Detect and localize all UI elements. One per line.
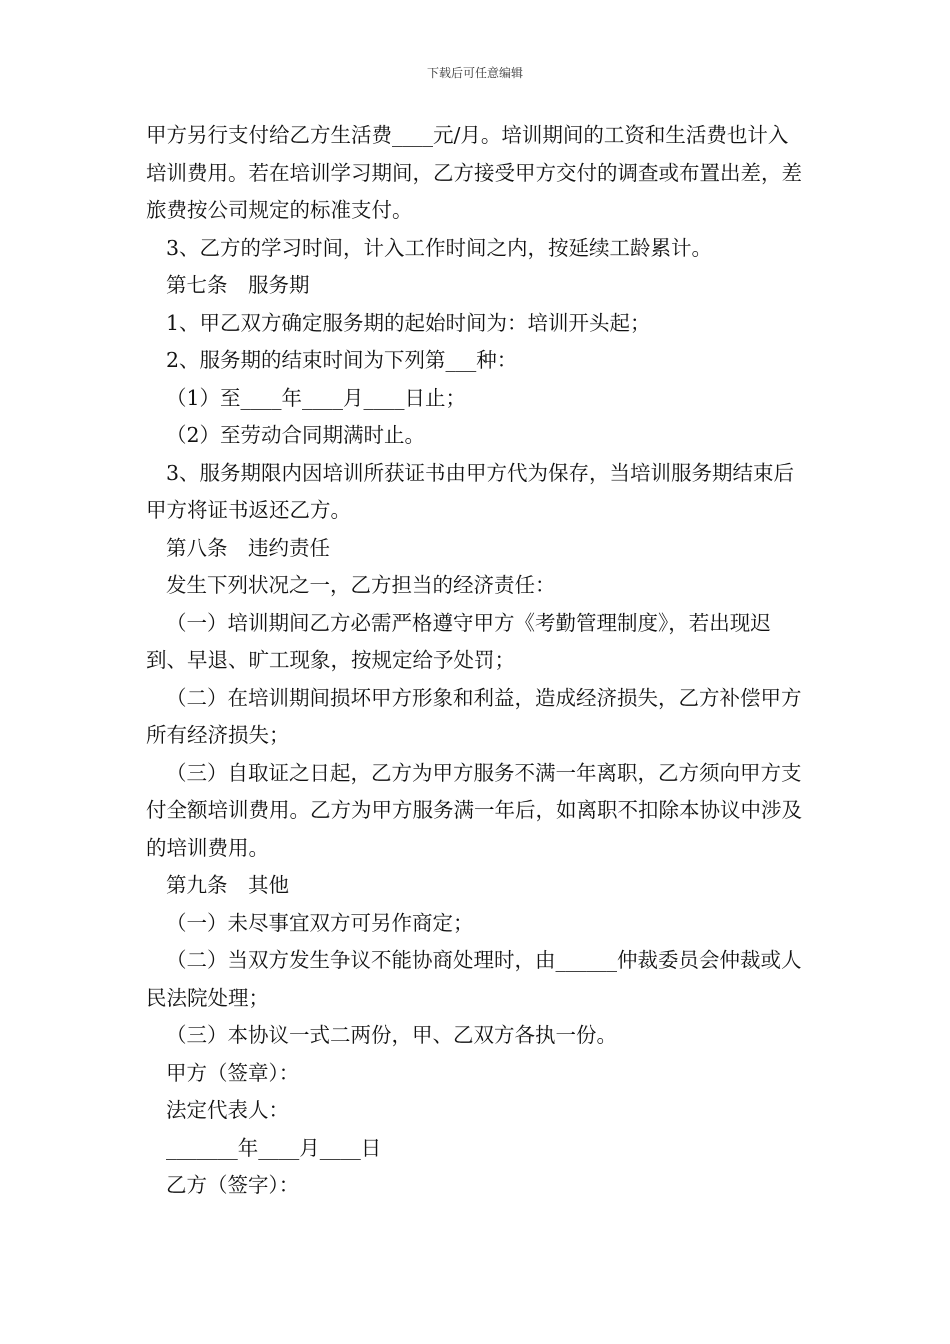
paragraph: 甲方另行支付给乙方生活费____元/月。培训期间的工资和生活费也计入培训费用。若在培训学习期间，乙方接受甲方交付的调查或布置出差，差旅费按公司规定的标准支付。 [146, 123, 802, 222]
paragraph: （一）未尽事宜双方可另作商定； [166, 910, 474, 935]
paragraph: （二）在培训期间损坏甲方形象和利益，造成经济损失，乙方补偿甲方所有经济损失； [146, 685, 802, 747]
paragraph: （2）至劳动合同期满时止。 [166, 423, 426, 447]
paragraph: 3、乙方的学习时间，计入工作时间之内，按延续工龄累计。 [166, 235, 713, 260]
page-header: 下载后可任意编辑 [426, 66, 523, 80]
paragraph: （二）当双方发生争议不能协商处理时，由______仲裁委员会仲裁或人民法院处理； [146, 948, 802, 1010]
paragraph: 第九条 其他 [166, 873, 289, 897]
paragraph: 第八条 违约责任 [166, 535, 330, 560]
paragraph: （三）本协议一式二两份，甲、乙双方各执一份。 [166, 1023, 617, 1047]
paragraph: （一）培训期间乙方必需严格遵守甲方《考勤管理制度》，若出现迟到、早退、旷工现象，按规定给予处罚； [146, 610, 771, 672]
document-body [146, 117, 808, 1205]
paragraph: 甲方（签章）： [166, 1060, 300, 1085]
paragraph: 法定代表人： [166, 1098, 289, 1122]
paragraph: _______年____月____日 [166, 1135, 382, 1160]
paragraph: 乙方（签字）： [166, 1173, 300, 1197]
paragraph: 1、甲乙双方确定服务期的起始时间为：培训开头起； [166, 310, 651, 335]
paragraph: 3、服务期限内因培训所获证书由甲方代为保存，当培训服务期结束后甲方将证书返还乙方。 [146, 460, 795, 522]
paragraph: （三）自取证之日起，乙方为甲方服务不满一年离职，乙方须向甲方支付全额培训费用。乙方为甲方服务满一年后，如离职不扣除本协议中涉及的培训费用。 [146, 760, 802, 860]
paragraph: 2、服务期的结束时间为下列第___种： [166, 348, 518, 372]
paragraph: 第七条 服务期 [166, 273, 310, 297]
paragraph: （1）至____年____月____日止； [166, 385, 467, 410]
paragraph: 发生下列状况之一，乙方担当的经济责任： [166, 573, 556, 597]
